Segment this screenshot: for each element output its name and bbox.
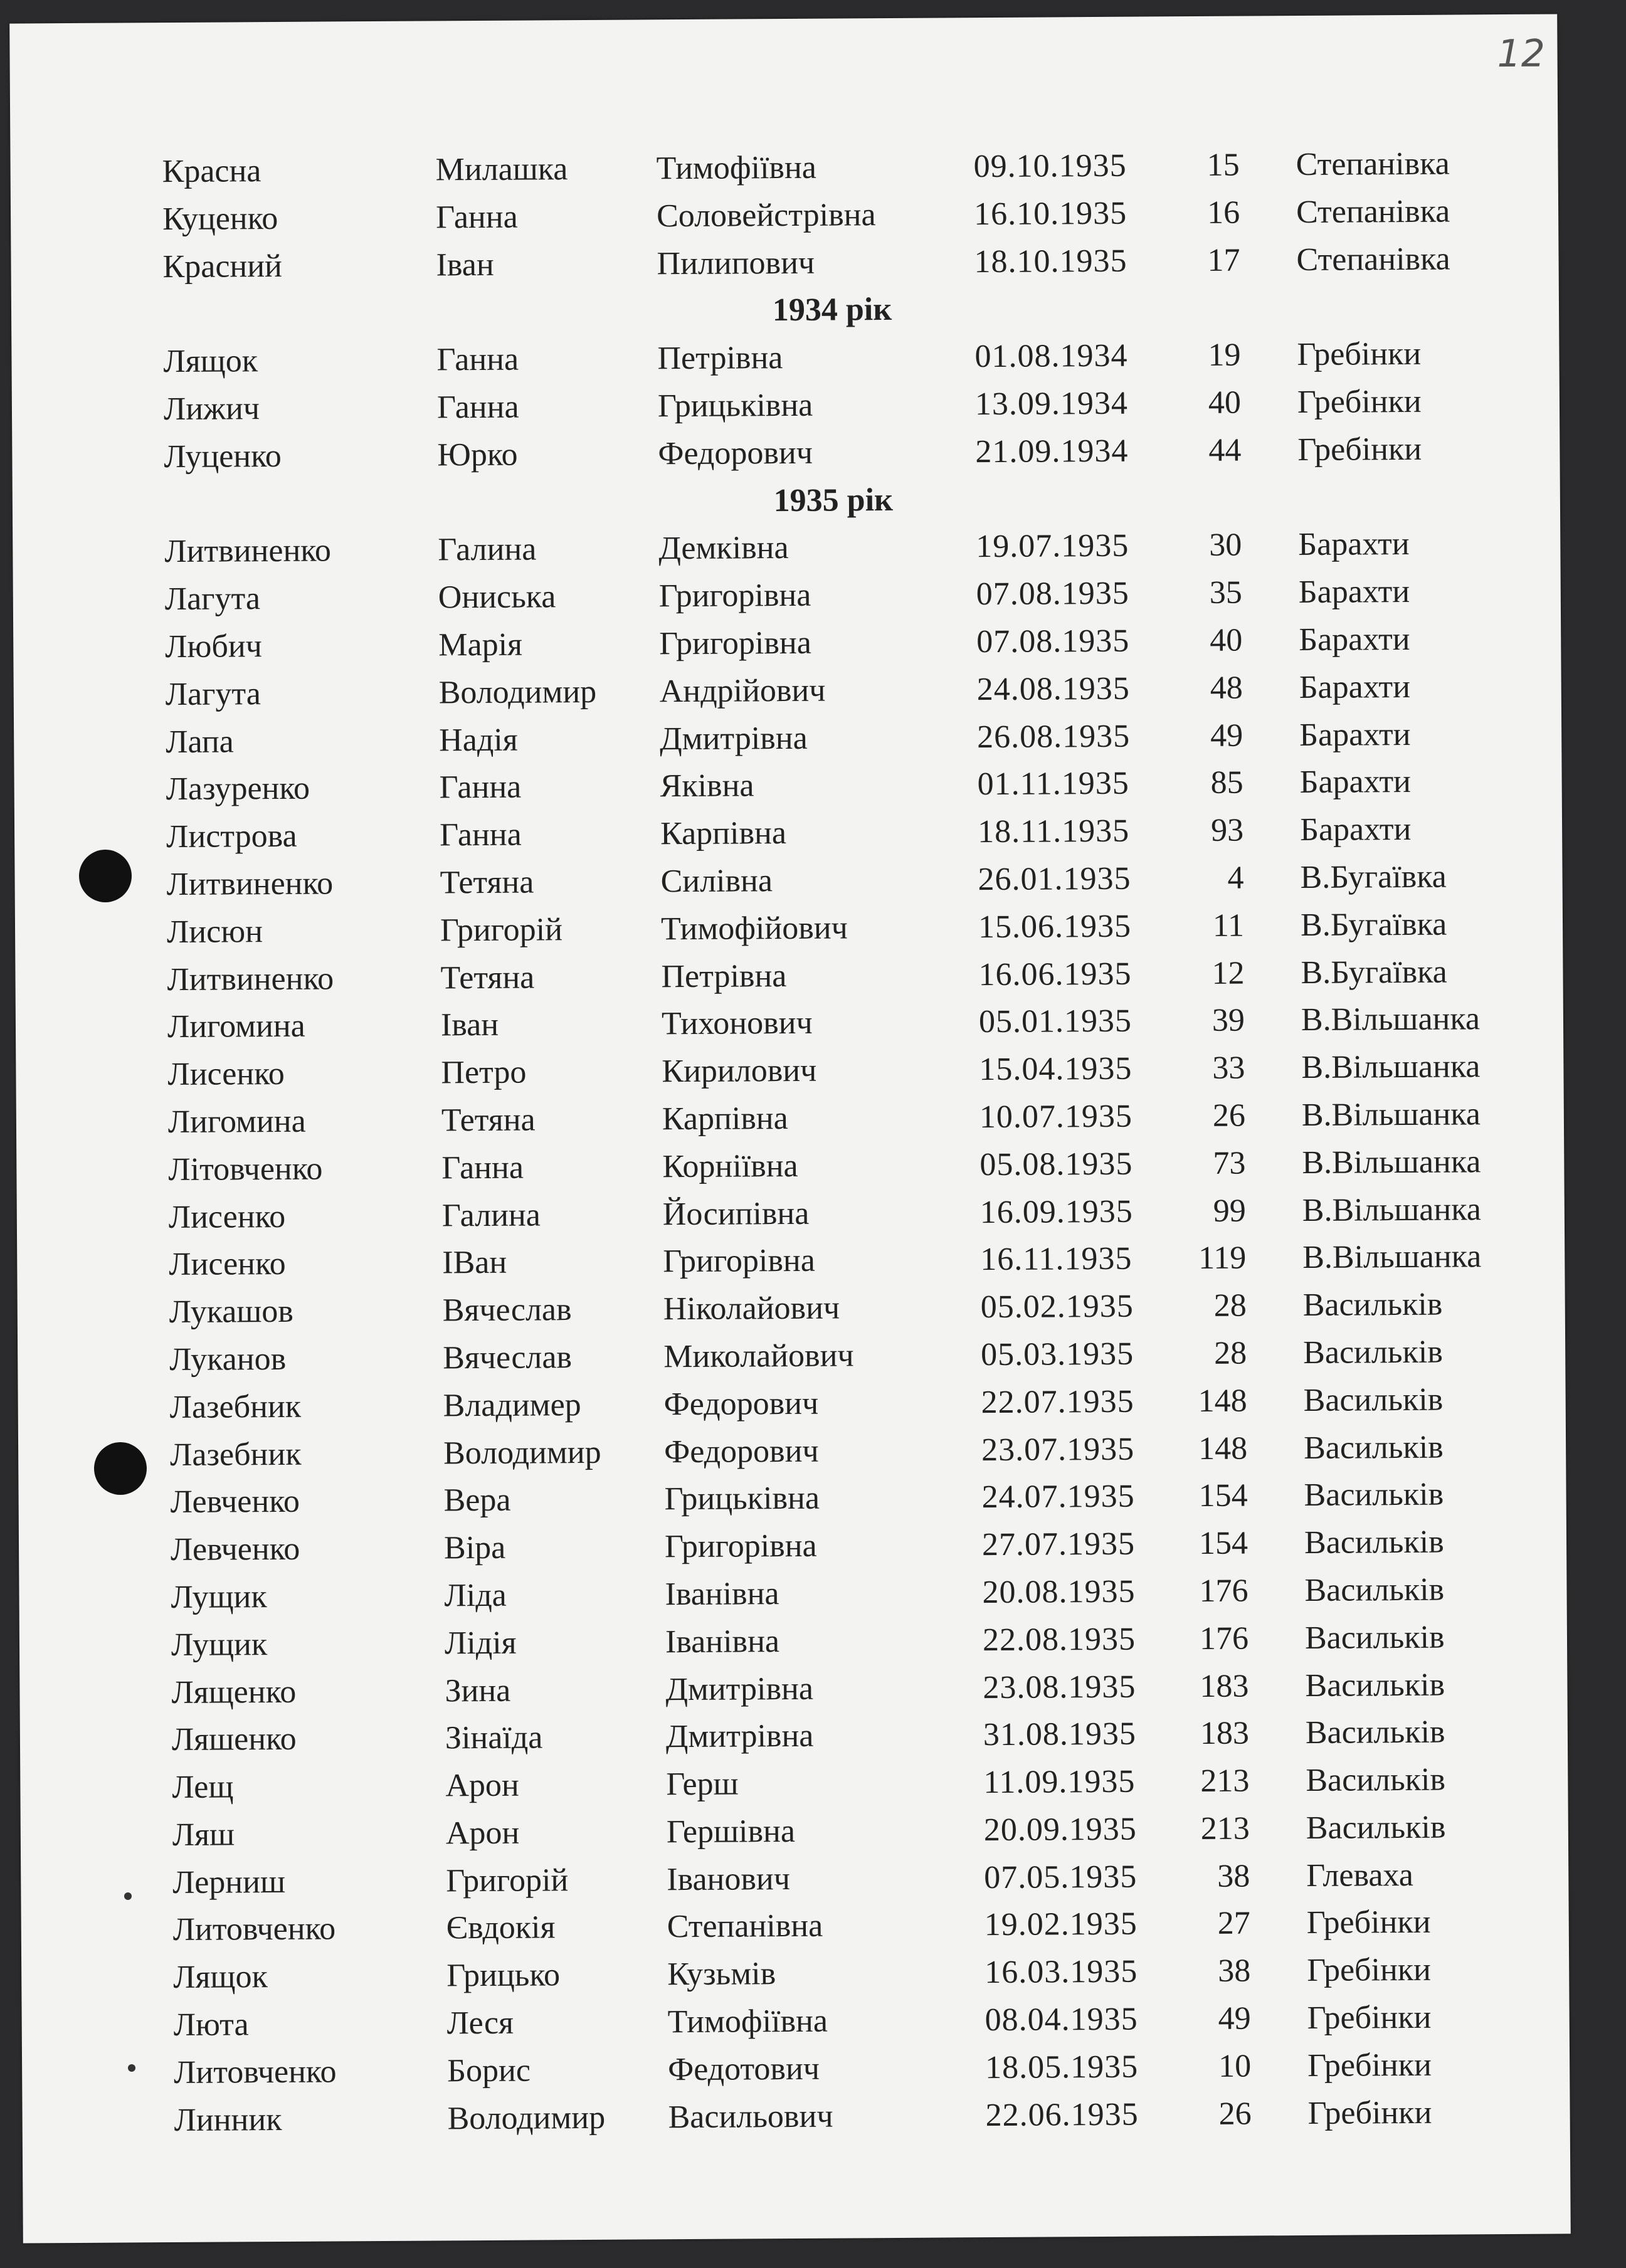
number-cell: 35 (1209, 574, 1242, 611)
patronymic-cell: Федорович (658, 435, 813, 472)
number-cell: 4 (1227, 860, 1244, 896)
surname-cell: Лижич (163, 391, 260, 428)
surname-cell: Куценко (162, 200, 278, 237)
name-cell: ІВан (442, 1245, 507, 1281)
surname-cell: Лазуренко (166, 771, 310, 808)
surname-cell: Лерниш (172, 1864, 286, 1901)
name-cell: Лідія (444, 1625, 517, 1662)
place-cell: В.Вільшанка (1301, 1048, 1481, 1086)
surname-cell: Луканов (169, 1341, 287, 1378)
place-cell: В.Вільшанка (1301, 1096, 1481, 1133)
date-cell: 18.10.1935 (974, 243, 1127, 280)
number-cell: 12 (1212, 955, 1245, 991)
patronymic-cell: Федорович (663, 1433, 819, 1470)
place-cell: Степанівка (1296, 241, 1450, 278)
name-cell: Ониська (438, 579, 556, 616)
number-cell: 19 (1208, 337, 1241, 374)
surname-cell: Красна (162, 153, 261, 190)
name-cell: Іван (436, 246, 494, 283)
place-cell: Васильків (1306, 1809, 1446, 1846)
patronymic-cell: Васильович (668, 2098, 833, 2135)
number-cell: 10 (1218, 2048, 1252, 2084)
surname-cell: Литвиненко (166, 865, 334, 903)
place-cell: Васильків (1303, 1334, 1443, 1371)
name-cell: Надія (439, 722, 518, 758)
name-cell: Ганна (435, 199, 518, 236)
surname-cell: Лазебник (169, 1436, 302, 1473)
number-cell: 44 (1208, 432, 1242, 468)
place-cell: Гребінки (1307, 1999, 1432, 2037)
name-cell: Володимир (443, 1434, 601, 1471)
patronymic-cell: Герш (666, 1766, 739, 1803)
patronymic-cell: Корніївна (662, 1147, 798, 1184)
place-cell: Барахти (1299, 716, 1411, 753)
place-cell: Васильків (1302, 1286, 1443, 1324)
number-cell: 93 (1210, 812, 1244, 849)
surname-cell: Литвиненко (167, 960, 334, 998)
name-cell: Галина (438, 531, 537, 568)
name-cell: Ганна (439, 816, 522, 853)
number-cell: 27 (1217, 1906, 1250, 1942)
page-number: 12 (1497, 31, 1546, 76)
name-cell: Ганна (441, 1149, 524, 1186)
date-cell: 05.03.1935 (981, 1336, 1134, 1373)
patronymic-cell: Дмитрівна (665, 1670, 814, 1707)
number-cell: 26 (1218, 2096, 1252, 2132)
number-cell: 40 (1208, 384, 1242, 421)
date-cell: 20.09.1935 (983, 1811, 1138, 1849)
date-cell: 05.02.1935 (980, 1288, 1134, 1326)
date-cell: 01.11.1935 (977, 766, 1129, 803)
place-cell: Барахти (1298, 574, 1410, 611)
name-cell: Іван (440, 1007, 499, 1043)
place-cell: Гребінки (1297, 383, 1422, 421)
number-cell: 39 (1212, 1002, 1245, 1039)
surname-cell: Лисюн (166, 913, 263, 950)
name-cell: Григорій (446, 1862, 569, 1899)
surname-cell: Люта (173, 2007, 249, 2044)
name-cell: Григорій (440, 911, 563, 949)
patronymic-cell: Григорівна (663, 1243, 816, 1280)
number-cell: 28 (1214, 1335, 1247, 1371)
surname-cell: Літовченко (168, 1151, 323, 1188)
patronymic-cell: Грицьківна (657, 387, 813, 425)
number-cell: 176 (1199, 1573, 1249, 1609)
number-cell: 38 (1217, 1858, 1250, 1894)
date-cell: 05.01.1935 (978, 1003, 1132, 1040)
place-cell: В.Вільшанка (1301, 1001, 1481, 1038)
patronymic-cell: Кирилович (662, 1052, 817, 1090)
number-cell: 148 (1198, 1383, 1247, 1419)
date-cell: 20.08.1935 (982, 1573, 1136, 1611)
patronymic-cell: Тимофіївна (667, 2003, 828, 2040)
date-cell: 24.07.1935 (981, 1478, 1135, 1516)
patronymic-cell: Іванівна (665, 1623, 780, 1660)
patronymic-cell: Григорівна (659, 625, 812, 662)
name-cell: Милашка (435, 151, 568, 188)
records-list (10, 139, 1570, 2144)
number-cell: 38 (1218, 1953, 1251, 1990)
place-cell: Васильків (1304, 1476, 1444, 1514)
date-cell: 09.10.1935 (973, 147, 1127, 185)
number-cell: 26 (1212, 1097, 1246, 1134)
surname-cell: Любич (165, 628, 263, 665)
date-cell: 05.08.1935 (979, 1146, 1133, 1183)
date-cell: 01.08.1934 (974, 337, 1128, 375)
patronymic-cell: Йосипівна (662, 1195, 810, 1232)
patronymic-cell: Андрійович (659, 672, 826, 710)
patronymic-cell: Кузьмів (667, 1956, 776, 1993)
patronymic-cell: Миколайович (663, 1337, 854, 1375)
date-cell: 26.08.1935 (977, 718, 1131, 755)
patronymic-cell: Дмитрівна (660, 720, 808, 757)
date-cell: 16.10.1935 (973, 195, 1127, 232)
place-cell: Степанівка (1296, 145, 1450, 183)
patronymic-cell: Пилипович (657, 245, 815, 282)
place-cell: В.Бугаївка (1300, 858, 1447, 895)
surname-cell: Лагута (164, 581, 261, 618)
place-cell: Васильків (1304, 1571, 1445, 1608)
place-cell: Васильків (1304, 1524, 1444, 1561)
small-mark (124, 1892, 132, 1900)
number-cell: 73 (1213, 1145, 1246, 1181)
date-cell: 18.05.1935 (985, 2049, 1139, 2086)
date-cell: 26.01.1935 (978, 860, 1131, 898)
number-cell: 49 (1218, 2000, 1251, 2037)
patronymic-cell: Гершівна (666, 1813, 796, 1850)
name-cell: Юрко (437, 436, 518, 473)
number-cell: 183 (1200, 1668, 1249, 1704)
patronymic-cell: Петрівна (657, 340, 783, 377)
name-cell: Арон (445, 1767, 519, 1804)
date-cell: 16.11.1935 (980, 1241, 1132, 1278)
surname-cell: Лещ (172, 1769, 234, 1806)
surname-cell: Лигомина (167, 1103, 306, 1140)
place-cell: Барахти (1298, 526, 1410, 563)
date-cell: 23.07.1935 (981, 1431, 1135, 1468)
surname-cell: Луценко (164, 438, 282, 475)
date-cell: 22.08.1935 (982, 1621, 1136, 1658)
patronymic-cell: Іванівна (665, 1576, 779, 1613)
patronymic-cell: Федорович (663, 1385, 819, 1422)
patronymic-cell: Карпівна (662, 1100, 788, 1137)
patronymic-cell: Демківна (658, 530, 789, 567)
number-cell: 17 (1207, 242, 1240, 278)
number-cell: 30 (1209, 527, 1242, 564)
number-cell: 28 (1213, 1287, 1247, 1324)
patronymic-cell: Григорівна (658, 577, 811, 614)
date-cell: 11.09.1935 (983, 1763, 1136, 1801)
place-cell: Васильків (1304, 1619, 1445, 1656)
record-row (22, 2088, 1570, 2145)
patronymic-cell: Яківна (660, 767, 754, 804)
patronymic-cell: Дмитрівна (665, 1718, 814, 1755)
name-cell: Вячеслав (443, 1339, 573, 1376)
place-cell: В.Бугаївка (1300, 906, 1447, 943)
patronymic-cell: Ніколайович (663, 1290, 840, 1327)
date-cell: 15.04.1935 (979, 1050, 1132, 1088)
place-cell: В.Вільшанка (1302, 1191, 1481, 1228)
surname-cell: Лисенко (169, 1246, 286, 1283)
place-cell: Барахти (1299, 764, 1412, 801)
place-cell: Гребінки (1307, 2047, 1432, 2084)
surname-cell: Лящок (173, 1959, 268, 1996)
year-heading-text: 1934 рік (772, 292, 892, 329)
name-cell: Петро (441, 1054, 527, 1091)
name-cell: Галина (441, 1196, 541, 1233)
place-cell: Барахти (1299, 811, 1412, 848)
surname-cell: Лящок (163, 343, 258, 380)
surname-cell: Ляшенко (171, 1721, 297, 1758)
patronymic-cell: Тимофійович (660, 910, 848, 947)
place-cell: Гребінки (1307, 1952, 1432, 1989)
name-cell: Ганна (439, 769, 522, 806)
place-cell: Барахти (1299, 621, 1410, 658)
date-cell: 27.07.1935 (981, 1526, 1136, 1563)
surname-cell: Лисенко (168, 1198, 286, 1235)
number-cell: 16 (1206, 194, 1240, 231)
name-cell: Борис (446, 2052, 531, 2089)
surname-cell: Лященко (171, 1674, 297, 1711)
patronymic-cell: Іванович (667, 1860, 791, 1897)
document-page (9, 14, 1571, 2243)
number-cell: 154 (1198, 1525, 1249, 1562)
surname-cell: Лисенко (167, 1056, 285, 1093)
date-cell: 23.08.1935 (983, 1669, 1136, 1706)
surname-cell: Листрова (166, 818, 297, 855)
patronymic-cell: Грицьківна (664, 1480, 820, 1517)
place-cell: Глеваха (1306, 1857, 1413, 1894)
date-cell: 08.04.1935 (985, 2001, 1138, 2039)
name-cell: Владимер (443, 1386, 581, 1424)
small-mark (128, 2064, 135, 2072)
patronymic-cell: Степанівна (667, 1908, 823, 1945)
place-cell: Гребінки (1297, 431, 1422, 468)
number-cell: 176 (1199, 1620, 1249, 1657)
surname-cell: Линник (174, 2101, 282, 2138)
surname-cell: Лапа (166, 723, 234, 760)
patronymic-cell: Тимофіївна (656, 149, 817, 187)
date-cell: 19.07.1935 (976, 528, 1129, 565)
place-cell: В.Вільшанка (1302, 1238, 1482, 1276)
place-cell: Гребінки (1307, 2094, 1432, 2131)
place-cell: Гребінки (1297, 336, 1422, 373)
name-cell: Вячеслав (442, 1292, 572, 1329)
surname-cell: Лагута (165, 675, 261, 712)
name-cell: Марія (438, 626, 523, 663)
place-cell: Васильків (1303, 1429, 1444, 1466)
date-cell: 18.11.1935 (977, 813, 1130, 850)
place-cell: Барахти (1299, 668, 1411, 705)
name-cell: Зінаїда (445, 1719, 543, 1756)
date-cell: 22.06.1935 (985, 2096, 1139, 2133)
punch-hole (79, 850, 132, 902)
place-cell: Васильків (1305, 1714, 1445, 1751)
date-cell: 16.03.1935 (985, 1953, 1138, 1991)
place-cell: В.Бугаївка (1301, 954, 1447, 991)
date-cell: 10.07.1935 (979, 1098, 1133, 1136)
name-cell: Ганна (436, 389, 519, 426)
patronymic-cell: Тихонович (661, 1005, 813, 1042)
place-cell: Васильків (1305, 1667, 1445, 1704)
name-cell: Тетяна (441, 1102, 536, 1139)
number-cell: 119 (1198, 1240, 1247, 1277)
surname-cell: Лущик (171, 1579, 267, 1615)
number-cell: 15 (1206, 147, 1240, 183)
surname-cell: Лукашов (169, 1293, 294, 1331)
name-cell: Ганна (436, 341, 519, 378)
surname-cell: Литовченко (174, 2054, 337, 2091)
surname-cell: Литвиненко (164, 532, 332, 570)
surname-cell: Левченко (170, 1484, 300, 1521)
name-cell: Віра (443, 1529, 506, 1566)
year-heading-text: 1935 рік (773, 482, 894, 519)
place-cell: В.Вільшанка (1302, 1144, 1481, 1181)
date-cell: 13.09.1934 (974, 385, 1129, 423)
number-cell: 213 (1200, 1810, 1250, 1847)
name-cell: Тетяна (440, 864, 534, 901)
surname-cell: Лигомина (167, 1008, 305, 1045)
number-cell: 213 (1200, 1763, 1250, 1800)
surname-cell: Красний (162, 248, 283, 285)
date-cell: 21.09.1934 (975, 433, 1129, 470)
patronymic-cell: Григорівна (664, 1527, 817, 1565)
patronymic-cell: Федотович (667, 2050, 820, 2088)
number-cell: 11 (1212, 907, 1245, 944)
date-cell: 31.08.1935 (983, 1716, 1137, 1753)
date-cell: 22.07.1935 (981, 1383, 1134, 1420)
date-cell: 16.09.1935 (979, 1193, 1133, 1230)
name-cell: Вера (443, 1482, 511, 1519)
surname-cell: Ляш (172, 1817, 235, 1853)
name-cell: Володимир (447, 2099, 606, 2137)
surname-cell: Левченко (170, 1531, 300, 1568)
number-cell: 148 (1198, 1430, 1248, 1467)
date-cell: 24.08.1935 (976, 670, 1130, 707)
punch-hole (94, 1442, 147, 1495)
date-cell: 07.08.1935 (976, 623, 1130, 660)
patronymic-cell: Силівна (660, 863, 773, 900)
name-cell: Грицько (446, 1957, 561, 1994)
number-cell: 85 (1210, 764, 1243, 801)
number-cell: 48 (1210, 670, 1243, 706)
name-cell: Арон (445, 1815, 520, 1852)
number-cell: 40 (1210, 622, 1243, 658)
place-cell: Степанівка (1296, 193, 1450, 230)
number-cell: 183 (1200, 1715, 1250, 1752)
date-cell: 15.06.1935 (978, 908, 1132, 945)
surname-cell: Лущик (171, 1626, 268, 1663)
patronymic-cell: Петрівна (661, 957, 787, 994)
name-cell: Ліда (444, 1577, 507, 1614)
name-cell: Тетяна (440, 959, 535, 996)
patronymic-cell: Соловейстрівна (656, 196, 876, 235)
place-cell: Васильків (1303, 1381, 1444, 1418)
place-cell: Гребінки (1306, 1904, 1431, 1941)
name-cell: Володимир (438, 673, 597, 711)
name-cell: Євдокія (446, 1909, 556, 1946)
number-cell: 33 (1212, 1050, 1245, 1087)
name-cell: Леся (446, 2005, 514, 2042)
name-cell: Зина (445, 1672, 511, 1709)
surname-cell: Лазебник (169, 1388, 302, 1425)
number-cell: 49 (1210, 717, 1243, 754)
date-cell: 16.06.1935 (978, 956, 1132, 993)
number-cell: 154 (1198, 1477, 1248, 1514)
patronymic-cell: Карпівна (660, 815, 787, 852)
place-cell: Васильків (1306, 1761, 1446, 1799)
date-cell: 19.02.1935 (984, 1906, 1138, 1943)
surname-cell: Литовченко (172, 1911, 336, 1948)
number-cell: 99 (1213, 1193, 1246, 1229)
date-cell: 07.08.1935 (976, 575, 1129, 613)
date-cell: 07.05.1935 (984, 1859, 1138, 1896)
